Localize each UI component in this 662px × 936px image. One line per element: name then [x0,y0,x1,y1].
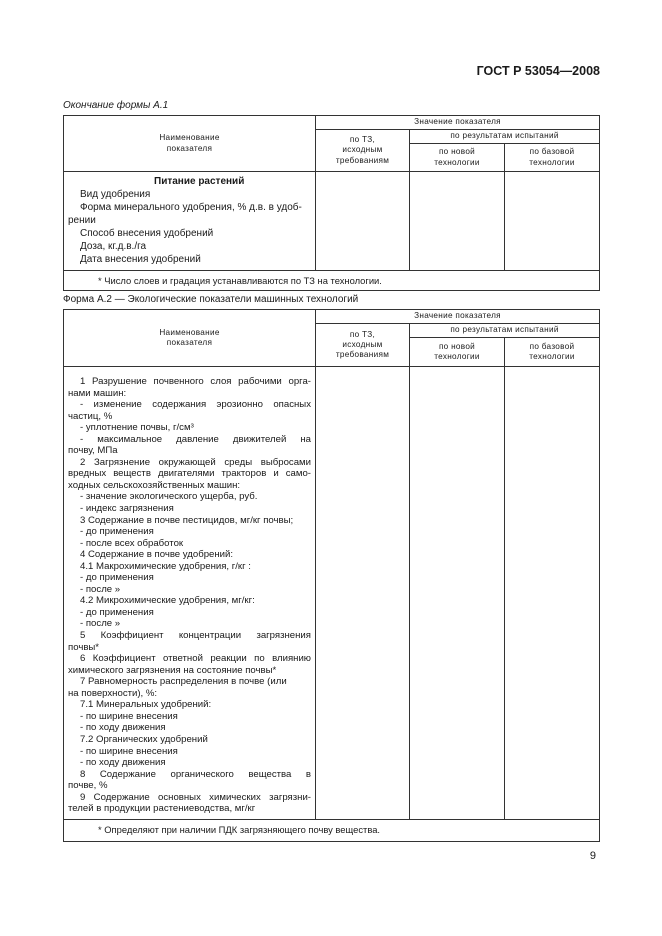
row-item: почвы* [68,641,100,653]
footnote-a2: * Определяют при наличии ПДК загрязняющего почву вещества. [64,819,600,841]
footnote-a1: * Число слоев и градация устанавливаются по ТЗ на технологии. [64,271,600,291]
page-number: 9 [589,850,596,862]
row-item: на поверхности), %: [68,687,158,699]
document-title: ГОСТ Р 53054—2008 [476,64,600,78]
row-item: Доза, кг.д.в./га [80,241,147,252]
col-results-header: по результатам испытаний [410,324,600,338]
row-item: - значение экологического ущерба, руб. [80,491,258,503]
row-item: - до применения [80,606,154,618]
row-item: - после » [80,618,121,630]
row-item: - до применения [80,572,154,584]
col-new-header: по новой технологии [410,144,505,172]
row-item: рении [68,215,96,226]
form-caption-a2: Форма А.2 — Экологические показатели машинных технологий [63,294,359,305]
row-item: Форма минерального удобрения, % д.в. в удоб- [80,202,302,213]
form-caption-a1: Окончание формы А.1 [63,100,169,111]
row-item: - по ходу движения [80,722,166,734]
col-name-header: Наименование показателя [64,116,316,172]
row-item: 5 Коэффициент концентрации загрязнения [80,630,311,642]
row-item: 8 Содержание органического вещества в [80,768,311,780]
row-item: Вид удобрения [80,189,151,200]
row-item: частиц, % [68,410,113,422]
row-item: химического загрязнения на состояние почвы* [68,664,277,676]
row-item: - уплотнение почвы, г/см³ [80,422,194,434]
row-item: - изменение содержания эрозионно опасных [80,399,311,411]
form-a2-table [63,309,600,842]
value-cell [505,172,600,271]
row-item: 1 Разрушение почвенного слоя рабочими орга- [80,376,311,387]
row-item: 4.1 Макрохимические удобрения, г/кг : [80,560,251,572]
row-item: 6 Коэффициент ответной реакции по влиянию [80,653,311,665]
row-item: - индекс загрязнения [80,503,174,515]
form-a1-table [63,115,600,291]
col-tz-header: по ТЗ, исходным требованиям [316,324,410,367]
col-results-header: по результатам испытаний [410,130,600,144]
col-name-header: Наименование показателя [64,310,316,367]
value-cell [410,172,505,271]
row-item: - после » [80,583,121,595]
col-base-header: по базовой технологии [505,144,600,172]
row-item: - по ширине внесения [80,710,178,722]
row-item: 7.2 Органических удобрений [80,733,208,745]
value-cell [410,367,505,820]
row-item: 3 Содержание в почве пестицидов, мг/кг почвы; [80,514,294,526]
col-value-header: Значение показателя [316,116,600,130]
row-item: ходных сельскохозяйственных машин: [68,479,241,491]
row-item: - после всех обработок [80,537,184,549]
row-item: - по ходу движения [80,757,166,769]
row-item: почве, % [68,780,108,792]
row-item: - по ширине внесения [80,745,178,757]
value-cell [316,367,410,820]
col-base-header: по базовой технологии [505,338,600,367]
row-item: почву, МПа [68,445,118,457]
row-item: нами машин: [68,387,127,399]
row-item: - до применения [80,526,154,538]
indicators-cell [64,367,316,820]
row-item: 7.1 Минеральных удобрений: [80,699,212,711]
row-item: телей в продукции растениеводства, мг/кг [68,803,256,815]
row-item: - максимальное давление движителей на [80,433,311,445]
plant-nutrition-cell [64,172,316,271]
col-tz-header: по ТЗ, исходным требованиям [316,130,410,172]
row-item: 9 Содержание основных химических загрязни- [80,791,311,803]
row-item: Дата внесения удобрений [80,254,201,265]
row-item: 4 Содержание в почве удобрений: [80,549,234,561]
section-title: Питание растений [154,176,245,187]
row-item: 4.2 Микрохимические удобрения, мг/кг: [80,595,255,607]
col-value-header: Значение показателя [316,310,600,324]
col-new-header: по новой технологии [410,338,505,367]
row-item: вредных веществ двигателями тракторов и само- [68,468,311,480]
row-item: Способ внесения удобрений [80,228,214,239]
value-cell [316,172,410,271]
value-cell [505,367,600,820]
row-item: 2 Загрязнение окружающей среды выбросами [80,456,311,468]
row-item: 7 Равномерность распределения в почве (или [80,676,287,688]
